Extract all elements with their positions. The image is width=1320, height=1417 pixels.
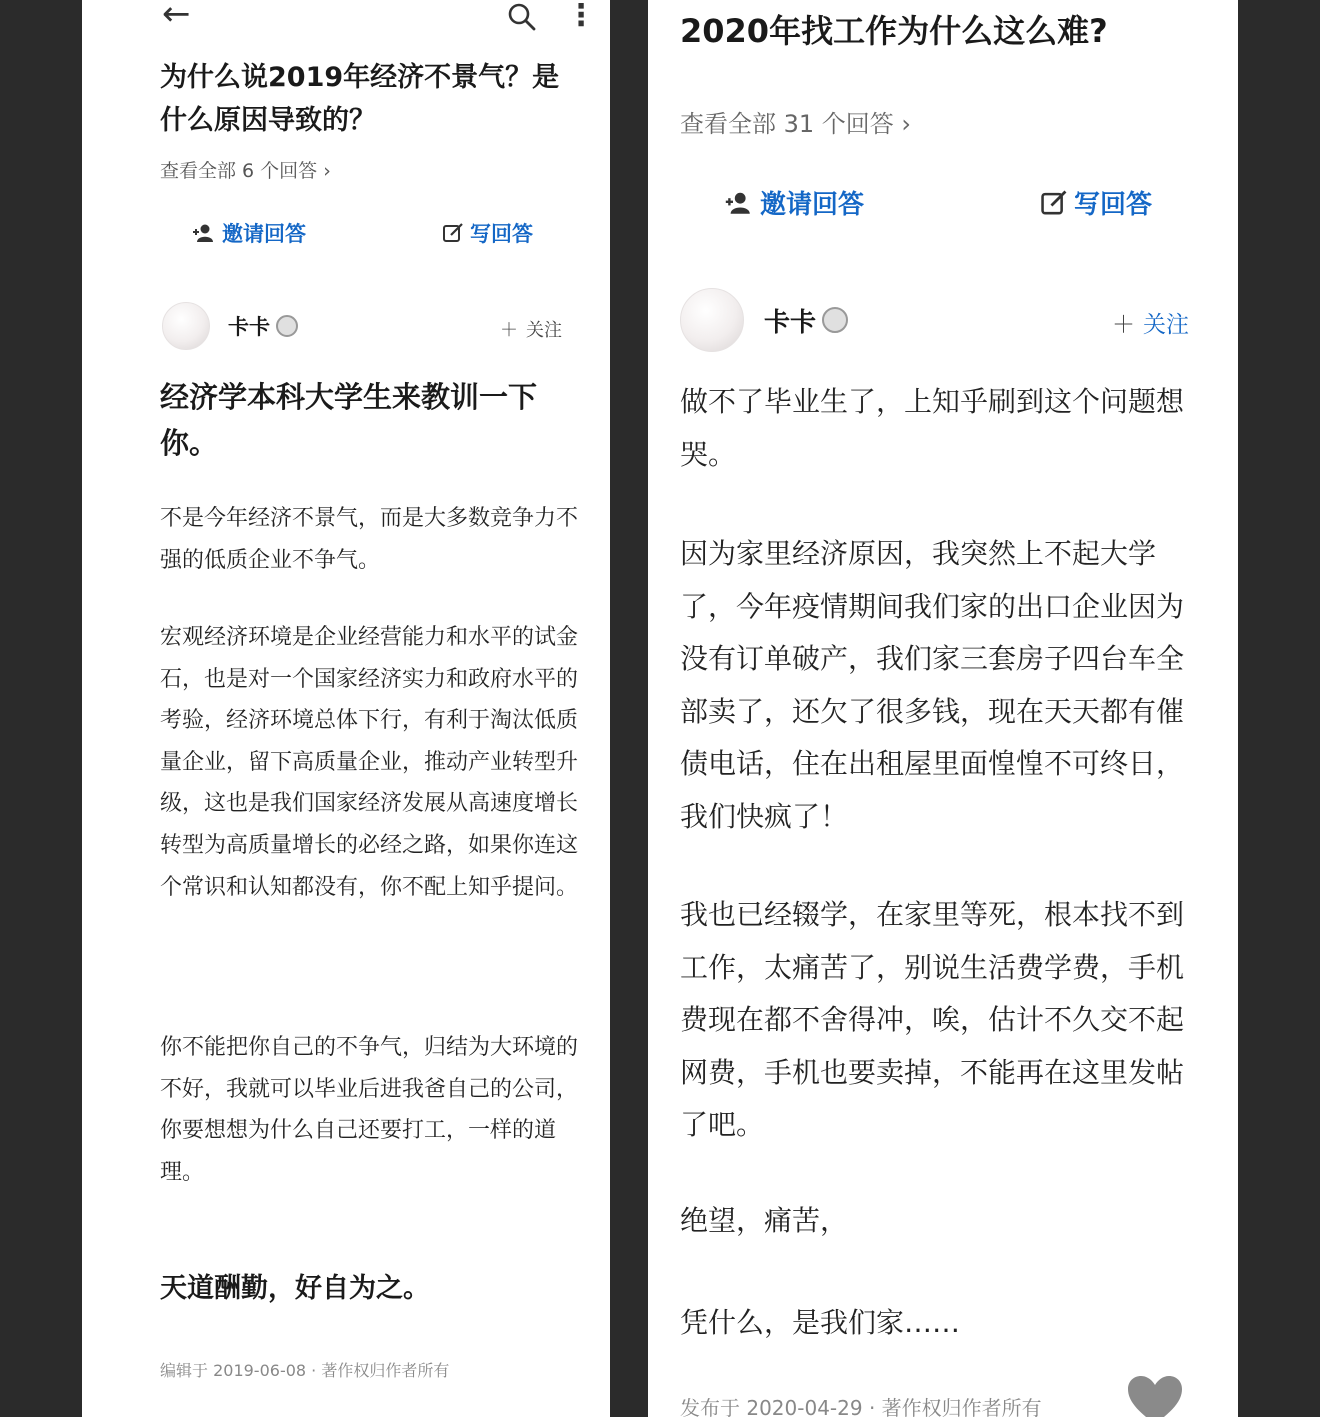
invite-answer-button[interactable] bbox=[724, 184, 864, 221]
invite-person-icon bbox=[724, 191, 754, 215]
avatar[interactable] bbox=[680, 288, 744, 352]
answer-paragraph: 因为家里经济原因，我突然上不起大学了，今年疫情期间我们家的出口企业因为没有订单破产，我们家三套房子四台车全部卖了，还欠了很多钱，现在天天都有催债电话，住在出租屋里面惶惶不可终日，我们快疯了！ bbox=[680, 537, 1185, 833]
write-answer-button[interactable] bbox=[1040, 184, 1152, 221]
write-answer-label: 写回答 bbox=[1074, 190, 1153, 220]
edit-icon bbox=[442, 222, 464, 244]
answer-footer: 编辑于 2019-06-08 · 著作权归作者所有 bbox=[160, 1361, 450, 1380]
left-question-screen bbox=[82, 0, 610, 1417]
question-title[interactable]: 2020年找工作为什么这么难? bbox=[680, 12, 1108, 50]
question-title[interactable]: 为什么说2019年经济不景气？是什么原因导致的？ bbox=[160, 62, 560, 136]
view-all-answers-link[interactable]: 查看全部 6 个回答 › bbox=[160, 160, 331, 182]
answer-paragraph: 做不了毕业生了，上知乎刷到这个问题想哭。 bbox=[680, 385, 1185, 471]
author-info[interactable] bbox=[680, 288, 848, 352]
back-arrow-icon[interactable]: ← bbox=[162, 0, 191, 34]
answer-paragraph: 我也已经辍学，在家里等死，根本找不到工作，太痛苦了，别说生活费学费，手机费现在都不舍得冲，唉，估计不久交不起网费，手机也要卖掉，不能再在这里发帖了吧。 bbox=[680, 898, 1185, 1141]
answer-footer: 发布于 2020-04-29 · 著作权归作者所有 bbox=[680, 1396, 1042, 1417]
right-question-screen bbox=[648, 0, 1238, 1417]
follow-button[interactable] bbox=[500, 316, 562, 342]
edit-icon bbox=[1040, 189, 1068, 217]
view-all-answers-link[interactable]: 查看全部 31 个回答 › bbox=[680, 110, 912, 138]
write-answer-button[interactable] bbox=[442, 218, 533, 248]
plus-icon: ＋ bbox=[1112, 312, 1135, 338]
more-vertical-icon[interactable]: ⋮ bbox=[566, 0, 596, 33]
answer-heading: 经济学本科大学生来教训一下你。 bbox=[160, 380, 538, 460]
answer-paragraph: 凭什么，是我们家…… bbox=[680, 1306, 961, 1339]
author-name[interactable]: 卡卡 bbox=[228, 315, 270, 339]
answer-paragraph: 绝望，痛苦， bbox=[680, 1204, 849, 1237]
badge-icon bbox=[822, 307, 848, 333]
follow-label: 关注 bbox=[1143, 312, 1189, 338]
question-actions bbox=[724, 184, 1194, 224]
badge-icon bbox=[276, 315, 298, 337]
plus-icon: ＋ bbox=[500, 320, 518, 341]
answer-paragraph: 不是今年经济不景气，而是大多数竞争力不强的低质企业不争气。 bbox=[160, 506, 579, 573]
write-answer-label: 写回答 bbox=[470, 222, 533, 246]
heart-icon[interactable] bbox=[1126, 1374, 1184, 1417]
search-icon[interactable] bbox=[507, 2, 537, 32]
invite-answer-button[interactable] bbox=[192, 218, 306, 248]
follow-label: 关注 bbox=[526, 320, 562, 341]
top-app-bar bbox=[82, 0, 610, 40]
question-actions bbox=[192, 218, 572, 254]
author-info[interactable] bbox=[162, 302, 298, 350]
answer-paragraph: 宏观经济环境是企业经营能力和水平的试金石，也是对一个国家经济实力和政府水平的考验，经济环境总体下行，有利于淘汰低质量企业，留下高质量企业，推动产业转型升级，这也是我们国家经济发展从高速度增长转型为高质量增长的必经之路，如果你连这个常识和认知都没有，你不配上知乎提问。 bbox=[160, 625, 579, 900]
avatar[interactable] bbox=[162, 302, 210, 350]
author-name[interactable]: 卡卡 bbox=[764, 307, 817, 338]
invite-answer-label: 邀请回答 bbox=[760, 190, 865, 220]
invite-person-icon bbox=[192, 223, 216, 243]
answer-closing: 天道酬勤，好自为之。 bbox=[160, 1273, 430, 1304]
answer-paragraph: 你不能把你自己的不争气，归结为大环境的不好，我就可以毕业后进我爸自己的公司，你要想想为什么自己还要打工，一样的道理。 bbox=[160, 1035, 579, 1185]
follow-button[interactable] bbox=[1112, 306, 1189, 339]
invite-answer-label: 邀请回答 bbox=[222, 222, 306, 246]
